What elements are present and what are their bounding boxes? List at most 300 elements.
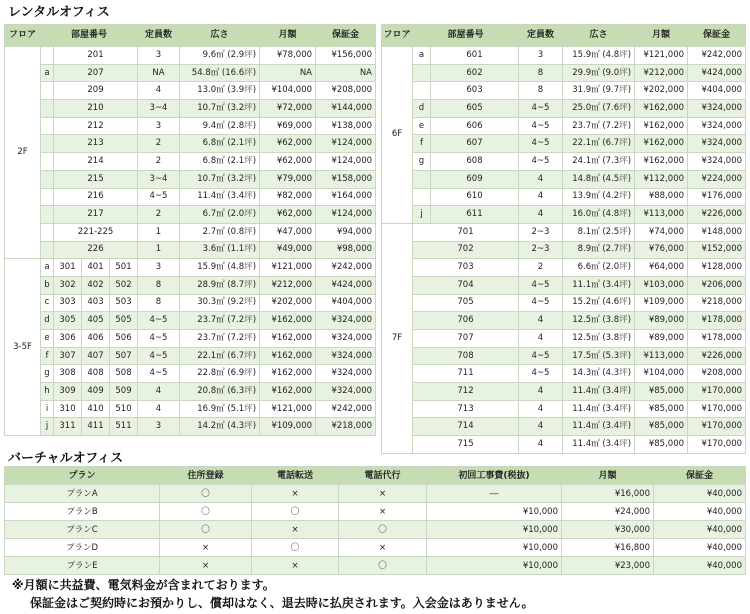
area-close-paren: ) — [252, 385, 257, 396]
area-close-paren: ) — [627, 226, 632, 237]
room-number: 711 — [413, 365, 519, 383]
area-cell — [180, 188, 260, 206]
room-row — [5, 383, 376, 401]
room-number: 603 — [431, 82, 519, 100]
capacity: 4~5 — [519, 276, 563, 294]
monthly-price: ¥162,000 — [260, 312, 316, 330]
header-plan: プラン — [5, 467, 160, 485]
setup-fee: ¥10,000 — [427, 539, 562, 557]
tsubo-unit: 坪 — [244, 332, 253, 343]
area-close-paren: ) — [252, 138, 257, 149]
call-answering: 〇 — [339, 521, 427, 539]
room-number-4f: 406 — [82, 330, 110, 348]
tsubo-unit: 坪 — [619, 191, 628, 202]
monthly-price: ¥16,800 — [562, 539, 654, 557]
deposit: ¥178,000 — [688, 330, 746, 348]
tsubo-unit: 坪 — [244, 209, 253, 220]
area-close-paren: ) — [627, 262, 632, 273]
room-sub: g — [413, 153, 431, 171]
room-row — [5, 47, 376, 65]
setup-fee: ¥10,000 — [427, 521, 562, 539]
monthly-price: ¥109,000 — [260, 418, 316, 436]
header-deposit: 保証金 — [316, 25, 376, 47]
room-number-5f: 503 — [110, 294, 138, 312]
deposit: ¥208,000 — [688, 365, 746, 383]
deposit: ¥324,000 — [316, 330, 376, 348]
room-number-5f: 507 — [110, 347, 138, 365]
deposit: ¥176,000 — [688, 188, 746, 206]
tsubo-unit: 坪 — [244, 138, 253, 149]
tsubo-unit: 坪 — [619, 297, 628, 308]
tsubo-unit: 坪 — [244, 403, 253, 414]
area-cell — [180, 64, 260, 82]
area-cell — [180, 276, 260, 294]
room-sub: a — [41, 259, 54, 277]
deposit: ¥324,000 — [688, 117, 746, 135]
deposit: ¥324,000 — [316, 347, 376, 365]
capacity: 3~4 — [138, 170, 180, 188]
area-close-paren: ) — [627, 120, 632, 131]
room-number: 610 — [431, 188, 519, 206]
area-value: 8.9㎡ (2.7 — [577, 244, 620, 255]
area-value: 15.9㎡ (4.8 — [572, 49, 620, 60]
area-close-paren: ) — [627, 209, 632, 220]
room-row — [382, 117, 746, 135]
room-number-3f: 302 — [54, 276, 82, 294]
area-value: 23.7㎡ (7.2 — [197, 315, 245, 326]
room-number-3f: 301 — [54, 259, 82, 277]
room-sub: i — [41, 400, 54, 418]
deposit: ¥124,000 — [316, 153, 376, 171]
room-number-5f: 505 — [110, 312, 138, 330]
area-cell — [563, 206, 635, 224]
rental-table-right — [381, 24, 746, 454]
header-deposit: 保証金 — [654, 467, 746, 485]
capacity: 3~4 — [138, 100, 180, 118]
capacity: 8 — [519, 64, 563, 82]
capacity: 2 — [138, 135, 180, 153]
plan-name: プランC — [5, 521, 160, 539]
area-cell — [563, 100, 635, 118]
monthly-price: ¥74,000 — [635, 223, 688, 241]
area-cell — [563, 82, 635, 100]
area-cell — [563, 365, 635, 383]
room-row — [382, 383, 746, 401]
area-value: 22.1㎡ (6.7 — [572, 138, 620, 149]
room-number: 701 — [413, 223, 519, 241]
room-number-5f: 508 — [110, 365, 138, 383]
room-number-3f: 306 — [54, 330, 82, 348]
area-cell — [180, 100, 260, 118]
area-cell — [180, 383, 260, 401]
capacity: 4 — [519, 400, 563, 418]
area-close-paren: ) — [252, 209, 257, 220]
tsubo-unit: 坪 — [619, 67, 628, 78]
room-sub: j — [413, 206, 431, 224]
monthly-price: ¥162,000 — [260, 347, 316, 365]
deposit: ¥224,000 — [688, 170, 746, 188]
call-forwarding: × — [252, 485, 339, 503]
deposit: ¥40,000 — [654, 557, 746, 575]
area-close-paren: ) — [252, 85, 257, 96]
monthly-price: ¥104,000 — [635, 365, 688, 383]
area-close-paren: ) — [252, 120, 257, 131]
tsubo-unit: 坪 — [244, 244, 253, 255]
monthly-price: ¥16,000 — [562, 485, 654, 503]
floor-label: 2F — [5, 47, 41, 259]
monthly-price: ¥162,000 — [635, 153, 688, 171]
room-number-3f: 309 — [54, 383, 82, 401]
room-row — [382, 170, 746, 188]
header-room-number: 部屋番号 — [413, 25, 519, 47]
area-close-paren: ) — [627, 173, 632, 184]
capacity: 4~5 — [138, 312, 180, 330]
room-row — [5, 365, 376, 383]
monthly-price: ¥23,000 — [562, 557, 654, 575]
area-close-paren: ) — [252, 421, 257, 432]
area-value: 14.2㎡ (4.3 — [197, 421, 245, 432]
deposit: ¥128,000 — [688, 259, 746, 277]
area-cell — [180, 47, 260, 65]
area-close-paren: ) — [627, 49, 632, 60]
deposit: ¥206,000 — [688, 276, 746, 294]
capacity: 4 — [519, 330, 563, 348]
area-value: 11.1㎡ (3.4 — [572, 279, 620, 290]
monthly-price: ¥88,000 — [635, 188, 688, 206]
deposit: ¥424,000 — [316, 276, 376, 294]
address-registration: × — [160, 557, 252, 575]
area-value: 54.8㎡ (16.6 — [191, 67, 245, 78]
capacity: 4~5 — [519, 117, 563, 135]
area-close-paren: ) — [627, 244, 632, 255]
area-value: 12.5㎡ (3.8 — [572, 332, 620, 343]
area-value: 13.0㎡ (3.9 — [197, 85, 245, 96]
tsubo-unit: 坪 — [619, 209, 628, 220]
capacity: 4~5 — [519, 135, 563, 153]
room-number: 216 — [54, 188, 138, 206]
header-deposit: 保証金 — [688, 25, 746, 47]
capacity: 3 — [138, 117, 180, 135]
room-number-5f: 501 — [110, 259, 138, 277]
area-cell — [563, 47, 635, 65]
tsubo-unit: 坪 — [619, 403, 628, 414]
area-close-paren: ) — [252, 262, 257, 273]
tsubo-unit: 坪 — [244, 120, 253, 131]
room-sub: g — [41, 365, 54, 383]
room-sub — [41, 170, 54, 188]
deposit: ¥218,000 — [316, 418, 376, 436]
room-row — [382, 135, 746, 153]
capacity: 8 — [138, 294, 180, 312]
room-sub: a — [413, 47, 431, 65]
room-row — [5, 223, 376, 241]
capacity: 2 — [138, 153, 180, 171]
area-value: 22.8㎡ (6.9 — [197, 368, 245, 379]
address-registration: 〇 — [160, 521, 252, 539]
tsubo-unit: 坪 — [619, 262, 628, 273]
deposit: ¥242,000 — [316, 259, 376, 277]
room-number-4f: 411 — [82, 418, 110, 436]
area-cell — [563, 241, 635, 259]
room-sub: e — [413, 117, 431, 135]
capacity: 4~5 — [519, 347, 563, 365]
capacity: 2~3 — [519, 223, 563, 241]
area-value: 17.5㎡ (5.3 — [572, 350, 620, 361]
area-value: 30.3㎡ (9.2 — [197, 297, 245, 308]
call-answering: × — [339, 503, 427, 521]
area-close-paren: ) — [627, 385, 632, 396]
deposit: ¥124,000 — [316, 135, 376, 153]
area-cell — [563, 188, 635, 206]
deposit: ¥226,000 — [688, 206, 746, 224]
deposit: ¥404,000 — [688, 82, 746, 100]
area-close-paren: ) — [252, 191, 257, 202]
area-cell — [180, 330, 260, 348]
area-value: 10.7㎡ (3.2 — [197, 102, 245, 113]
room-sub — [41, 206, 54, 224]
room-number-4f: 402 — [82, 276, 110, 294]
capacity: 4~5 — [138, 365, 180, 383]
area-close-paren: ) — [627, 421, 632, 432]
area-close-paren: ) — [252, 279, 257, 290]
room-sub: e — [41, 330, 54, 348]
room-row — [5, 294, 376, 312]
area-cell — [180, 312, 260, 330]
room-number: 714 — [413, 418, 519, 436]
room-number: 213 — [54, 135, 138, 153]
capacity: 4 — [138, 400, 180, 418]
header-monthly: 月額 — [635, 25, 688, 47]
room-number: 703 — [413, 259, 519, 277]
monthly-price: ¥113,000 — [635, 206, 688, 224]
room-number-4f: 407 — [82, 347, 110, 365]
capacity: 4~5 — [519, 100, 563, 118]
deposit: NA — [316, 64, 376, 82]
capacity: 4~5 — [519, 294, 563, 312]
capacity: 4 — [519, 383, 563, 401]
tsubo-unit: 坪 — [619, 138, 628, 149]
capacity: 4 — [519, 312, 563, 330]
area-close-paren: ) — [627, 332, 632, 343]
room-number: 708 — [413, 347, 519, 365]
area-value: 2.7㎡ (0.8 — [202, 226, 245, 237]
area-cell — [180, 117, 260, 135]
room-sub: c — [41, 294, 54, 312]
monthly-price: ¥162,000 — [635, 117, 688, 135]
monthly-price: ¥64,000 — [635, 259, 688, 277]
capacity: 3 — [519, 47, 563, 65]
deposit: ¥324,000 — [688, 153, 746, 171]
room-number: 607 — [431, 135, 519, 153]
header-capacity: 定員数 — [138, 25, 180, 47]
monthly-price: ¥72,000 — [260, 100, 316, 118]
monthly-price: ¥62,000 — [260, 135, 316, 153]
tsubo-unit: 坪 — [244, 102, 253, 113]
tsubo-unit: 坪 — [244, 385, 253, 396]
area-cell — [180, 294, 260, 312]
area-close-paren: ) — [252, 67, 257, 78]
header-area: 広さ — [563, 25, 635, 47]
room-row — [382, 241, 746, 259]
room-row — [5, 188, 376, 206]
room-number-3f: 307 — [54, 347, 82, 365]
virtual-office-title: バーチャルオフィス — [8, 451, 124, 466]
room-number-3f: 310 — [54, 400, 82, 418]
monthly-price: ¥162,000 — [635, 135, 688, 153]
room-row — [382, 365, 746, 383]
area-cell — [563, 383, 635, 401]
room-sub — [413, 64, 431, 82]
room-number: 706 — [413, 312, 519, 330]
area-value: 11.4㎡ (3.4 — [572, 421, 620, 432]
room-row — [5, 135, 376, 153]
monthly-price: ¥62,000 — [260, 206, 316, 224]
area-cell — [563, 153, 635, 171]
capacity: 1 — [138, 241, 180, 259]
room-number-3f: 311 — [54, 418, 82, 436]
monthly-price: ¥85,000 — [635, 400, 688, 418]
address-registration: 〇 — [160, 503, 252, 521]
address-registration: 〇 — [160, 485, 252, 503]
deposit: ¥324,000 — [688, 135, 746, 153]
header-call-forwarding: 電話転送 — [252, 467, 339, 485]
area-close-paren: ) — [252, 49, 257, 60]
room-row — [382, 418, 746, 436]
room-number: 217 — [54, 206, 138, 224]
capacity: 4~5 — [138, 330, 180, 348]
deposit: ¥138,000 — [316, 117, 376, 135]
area-value: 11.4㎡ (3.4 — [197, 191, 245, 202]
area-cell — [180, 170, 260, 188]
monthly-price: ¥79,000 — [260, 170, 316, 188]
deposit: ¥148,000 — [688, 223, 746, 241]
monthly-price: ¥85,000 — [635, 436, 688, 454]
call-forwarding: × — [252, 557, 339, 575]
room-sub: f — [413, 135, 431, 153]
capacity: 4~5 — [519, 365, 563, 383]
room-sub — [413, 188, 431, 206]
monthly-price: ¥49,000 — [260, 241, 316, 259]
area-cell — [180, 153, 260, 171]
capacity: NA — [138, 64, 180, 82]
plan-row — [5, 557, 746, 575]
deposit: ¥242,000 — [316, 400, 376, 418]
monthly-price: ¥212,000 — [260, 276, 316, 294]
area-cell — [563, 117, 635, 135]
room-sub — [41, 188, 54, 206]
monthly-price: ¥104,000 — [260, 82, 316, 100]
room-number: 212 — [54, 117, 138, 135]
deposit: ¥170,000 — [688, 418, 746, 436]
deposit: ¥242,000 — [688, 47, 746, 65]
room-sub: j — [41, 418, 54, 436]
room-row — [5, 170, 376, 188]
room-row — [382, 64, 746, 82]
tsubo-unit: 坪 — [244, 85, 253, 96]
tsubo-unit: 坪 — [244, 262, 253, 273]
area-value: 22.1㎡ (6.7 — [197, 350, 245, 361]
room-number-3f: 303 — [54, 294, 82, 312]
note-line-2: 保証金はご契約時にお預かりし、償却はなく、退去時に払戻されます。入会金はありません。 — [30, 596, 534, 610]
plan-name: プランB — [5, 503, 160, 521]
room-number: 704 — [413, 276, 519, 294]
room-number: 215 — [54, 170, 138, 188]
header-address-registration: 住所登録 — [160, 467, 252, 485]
area-cell — [563, 223, 635, 241]
monthly-price: ¥78,000 — [260, 47, 316, 65]
deposit: ¥156,000 — [316, 47, 376, 65]
room-row — [5, 259, 376, 277]
header-monthly: 月額 — [562, 467, 654, 485]
area-cell — [180, 347, 260, 365]
area-value: 8.1㎡ (2.5 — [577, 226, 620, 237]
room-number: 606 — [431, 117, 519, 135]
capacity: 2 — [138, 206, 180, 224]
area-value: 6.8㎡ (2.1 — [202, 155, 245, 166]
monthly-price: ¥24,000 — [562, 503, 654, 521]
monthly-price: ¥202,000 — [260, 294, 316, 312]
area-cell — [180, 418, 260, 436]
header-room-number: 部屋番号 — [41, 25, 138, 47]
call-answering: 〇 — [339, 557, 427, 575]
area-close-paren: ) — [252, 173, 257, 184]
area-value: 24.1㎡ (7.3 — [572, 155, 620, 166]
area-cell — [563, 312, 635, 330]
room-row — [5, 312, 376, 330]
room-row — [382, 330, 746, 348]
area-close-paren: ) — [627, 67, 632, 78]
monthly-price: ¥89,000 — [635, 330, 688, 348]
rental-table-left — [4, 24, 376, 436]
deposit: ¥40,000 — [654, 521, 746, 539]
room-row — [382, 276, 746, 294]
tsubo-unit: 坪 — [619, 368, 628, 379]
deposit: ¥170,000 — [688, 383, 746, 401]
room-sub: d — [41, 312, 54, 330]
plan-row — [5, 485, 746, 503]
area-value: 14.8㎡ (4.5 — [572, 173, 620, 184]
deposit: ¥40,000 — [654, 539, 746, 557]
deposit: ¥226,000 — [688, 347, 746, 365]
deposit: ¥124,000 — [316, 206, 376, 224]
room-sub — [41, 241, 54, 259]
area-value: 16.9㎡ (5.1 — [197, 403, 245, 414]
tsubo-unit: 坪 — [244, 173, 253, 184]
room-row — [382, 312, 746, 330]
tsubo-unit: 坪 — [244, 226, 253, 237]
room-sub: h — [41, 383, 54, 401]
area-cell — [563, 347, 635, 365]
room-sub — [41, 47, 54, 65]
tsubo-unit: 坪 — [619, 102, 628, 113]
deposit: ¥170,000 — [688, 436, 746, 454]
monthly-price: ¥85,000 — [635, 418, 688, 436]
tsubo-unit: 坪 — [244, 191, 253, 202]
area-close-paren: ) — [252, 102, 257, 113]
room-number: 715 — [413, 436, 519, 454]
call-answering: × — [339, 539, 427, 557]
room-row — [5, 241, 376, 259]
area-value: 11.4㎡ (3.4 — [572, 385, 620, 396]
room-row — [5, 64, 376, 82]
area-cell — [563, 294, 635, 312]
area-value: 6.7㎡ (2.0 — [202, 209, 245, 220]
capacity: 4 — [138, 82, 180, 100]
setup-fee: ¥10,000 — [427, 503, 562, 521]
area-value: 29.9㎡ (9.0 — [572, 67, 620, 78]
room-row — [382, 223, 746, 241]
room-number-4f: 408 — [82, 365, 110, 383]
